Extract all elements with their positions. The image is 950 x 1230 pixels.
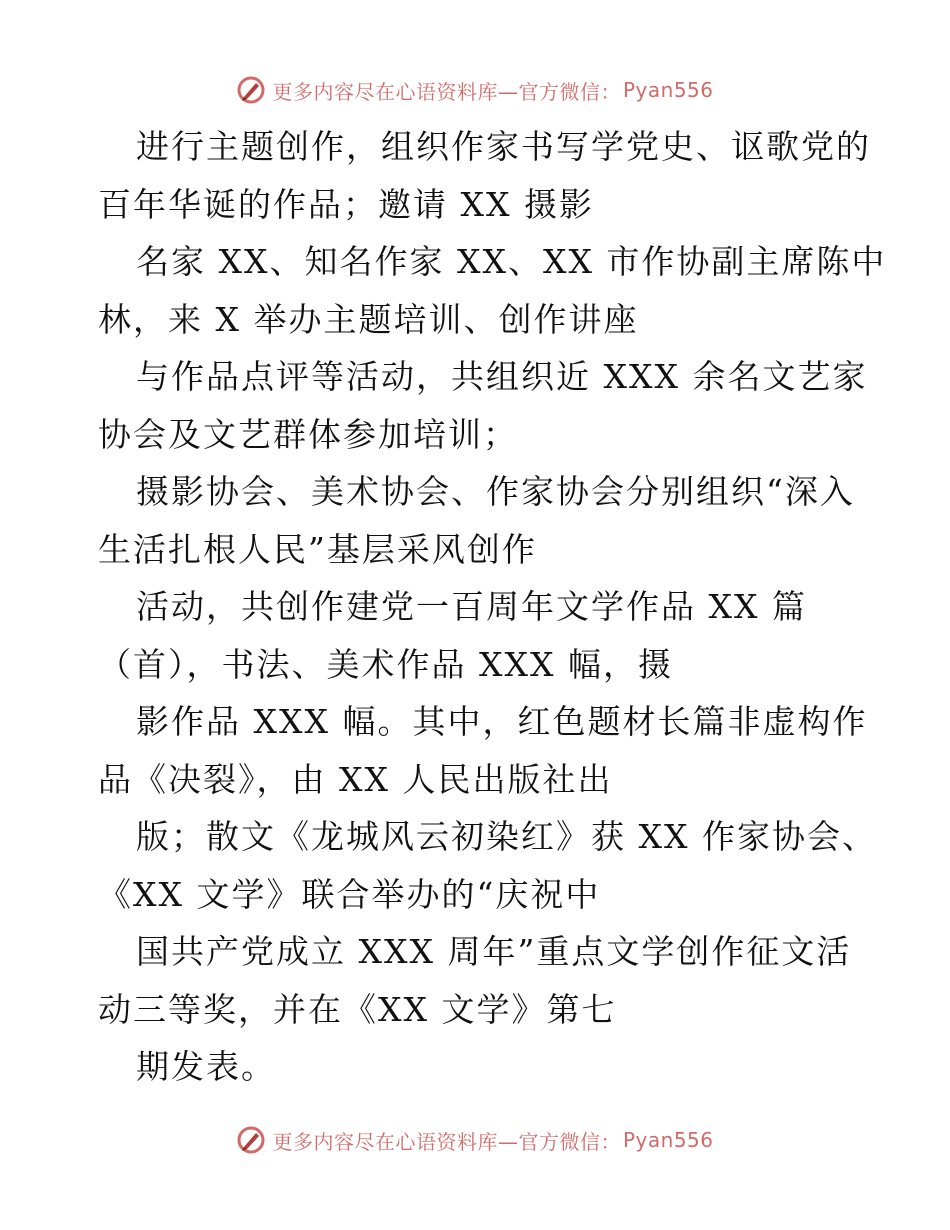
watermark-text: 更多内容尽在心语资料库—官方微信：	[272, 1129, 621, 1154]
text-line: 动三等奖，并在《XX 文学》第七	[98, 989, 617, 1029]
watermark-text: 更多内容尽在心语资料库—官方微信：	[272, 79, 621, 104]
text-line: 摄影协会、美术协会、作家协会分别组织“深入	[136, 472, 855, 511]
document-body	[0, 118, 950, 1096]
text-line: 版；散文《龙城风云初染红》获 XX 作家协会、	[136, 817, 877, 856]
text-line: 名家 XX、知名作家 XX、XX 市作协副主席陈中	[136, 242, 887, 281]
text-line: 《XX 文学》联合举办的“庆祝中	[98, 874, 601, 914]
text-line: 百年华诞的作品；邀请 XX 摄影	[98, 184, 594, 224]
text-line: 与作品点评等活动，共组织近 XXX 余名文艺家	[136, 357, 868, 396]
text-line: 影作品 XXX 幅。其中，红色题材长篇非虚构作	[136, 702, 868, 741]
watermark-account: Pyan556	[622, 78, 714, 102]
text-line: 进行主题创作，组织作家书写学党史、讴歌党的	[136, 127, 871, 166]
header-watermark	[0, 70, 950, 110]
pen-logo-icon	[236, 1125, 266, 1155]
text-line: 活动，共创作建党一百周年文学作品 XX 篇	[136, 587, 807, 626]
text-line: 期发表。	[136, 1047, 276, 1086]
footer-watermark	[0, 1120, 950, 1160]
text-line: 国共产党成立 XXX 周年”重点文学创作征文活	[136, 932, 852, 971]
text-line: 林，来 X 举办主题培训、创作讲座	[98, 299, 639, 339]
watermark-account: Pyan556	[622, 1128, 714, 1152]
text-line: 品《决裂》，由 XX 人民出版社出	[98, 759, 613, 799]
text-line: 生活扎根人民”基层采风创作	[98, 529, 537, 569]
pen-logo-icon	[236, 75, 266, 105]
text-line: 协会及文艺群体参加培训；	[98, 414, 518, 454]
text-line: （首），书法、美术作品 XXX 幅，摄	[98, 644, 673, 684]
